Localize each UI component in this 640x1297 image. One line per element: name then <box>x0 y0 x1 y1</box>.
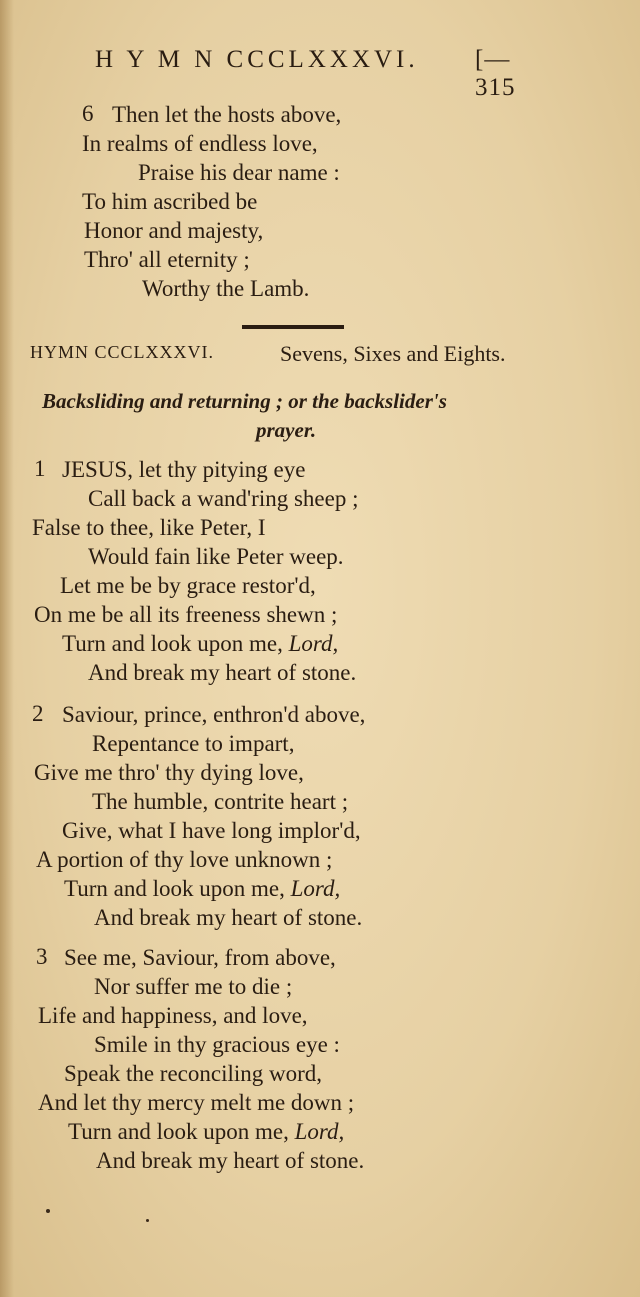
verse-1-line-8: And break my heart of stone. <box>88 660 357 685</box>
verse-3-line-8: And break my heart of stone. <box>96 1148 365 1173</box>
section-divider-rule <box>242 325 344 329</box>
hymn-meter: Sevens, Sixes and Eights. <box>280 341 506 366</box>
verse-2-refrain-text: Turn and look upon me, <box>64 876 291 901</box>
verse-3-lord: Lord, <box>294 1119 345 1144</box>
page-edge-shadow <box>0 0 14 1297</box>
hymn-subtitle-line-2: prayer. <box>256 418 317 442</box>
verse-1-line-3: False to thee, like Peter, I <box>32 515 266 540</box>
verse-6-line-3: Praise his dear name : <box>138 160 340 185</box>
verse-1-line-1: JESUS, let thy pitying eye <box>62 457 306 482</box>
verse-3-line-2: Nor suffer me to die ; <box>94 974 293 999</box>
verse-3-number: 3 <box>36 944 48 969</box>
verse-1-line-2: Call back a wand'ring sheep ; <box>88 486 359 511</box>
verse-1-line-7 <box>62 630 338 658</box>
page-number: [—315 <box>475 46 516 101</box>
running-header <box>95 46 516 101</box>
verse-6-line-5: Honor and majesty, <box>84 218 264 243</box>
verse-3-line-4: Smile in thy gracious eye : <box>94 1032 340 1057</box>
verse-2-line-8: And break my heart of stone. <box>94 905 363 930</box>
hymn-subtitle-line-1: Backsliding and returning ; or the backslider's <box>42 389 447 413</box>
verse-3-line-3: Life and happiness, and love, <box>38 1003 308 1028</box>
verse-2-line-4: The humble, contrite heart ; <box>92 789 349 814</box>
verse-6-number: 6 <box>82 101 94 126</box>
verse-3-line-7 <box>68 1118 344 1146</box>
verse-6-line-7: Worthy the Lamb. <box>142 276 310 301</box>
verse-1-lord: Lord, <box>288 631 339 656</box>
verse-2-line-5: Give, what I have long implor'd, <box>62 818 361 843</box>
verse-1-number: 1 <box>34 456 46 481</box>
verse-3-line-1: See me, Saviour, from above, <box>64 945 336 970</box>
verse-2-line-1: Saviour, prince, enthron'd above, <box>62 702 366 727</box>
verse-2-lord: Lord, <box>290 876 341 901</box>
verse-2-number: 2 <box>32 701 44 726</box>
verse-1-line-5: Let me be by grace restor'd, <box>60 573 316 598</box>
verse-3-refrain-text: Turn and look upon me, <box>68 1119 295 1144</box>
verse-1-refrain-text: Turn and look upon me, <box>62 631 289 656</box>
verse-2-line-3: Give me thro' thy dying love, <box>34 760 304 785</box>
ink-speck <box>146 1219 149 1222</box>
hymn-number-label: HYMN CCCLXXXVI. <box>30 342 215 362</box>
verse-2-line-6: A portion of thy love unknown ; <box>36 847 333 872</box>
ink-speck <box>46 1209 50 1213</box>
verse-1-line-6: On me be all its freeness shewn ; <box>34 602 338 627</box>
verse-3-line-5: Speak the reconciling word, <box>64 1061 323 1086</box>
verse-6-line-4: To him ascribed be <box>82 189 258 214</box>
verse-2-line-7 <box>64 875 340 903</box>
verse-2-line-2: Repentance to impart, <box>92 731 295 756</box>
verse-6-line-1: Then let the hosts above, <box>112 102 342 127</box>
verse-6-line-2: In realms of endless love, <box>82 131 318 156</box>
header-title: H Y M N CCCLXXXVI. <box>95 46 419 73</box>
verse-6-line-6: Thro' all eternity ; <box>84 247 250 272</box>
verse-1-line-4: Would fain like Peter weep. <box>88 544 344 569</box>
verse-3-line-6: And let thy mercy melt me down ; <box>38 1090 355 1115</box>
